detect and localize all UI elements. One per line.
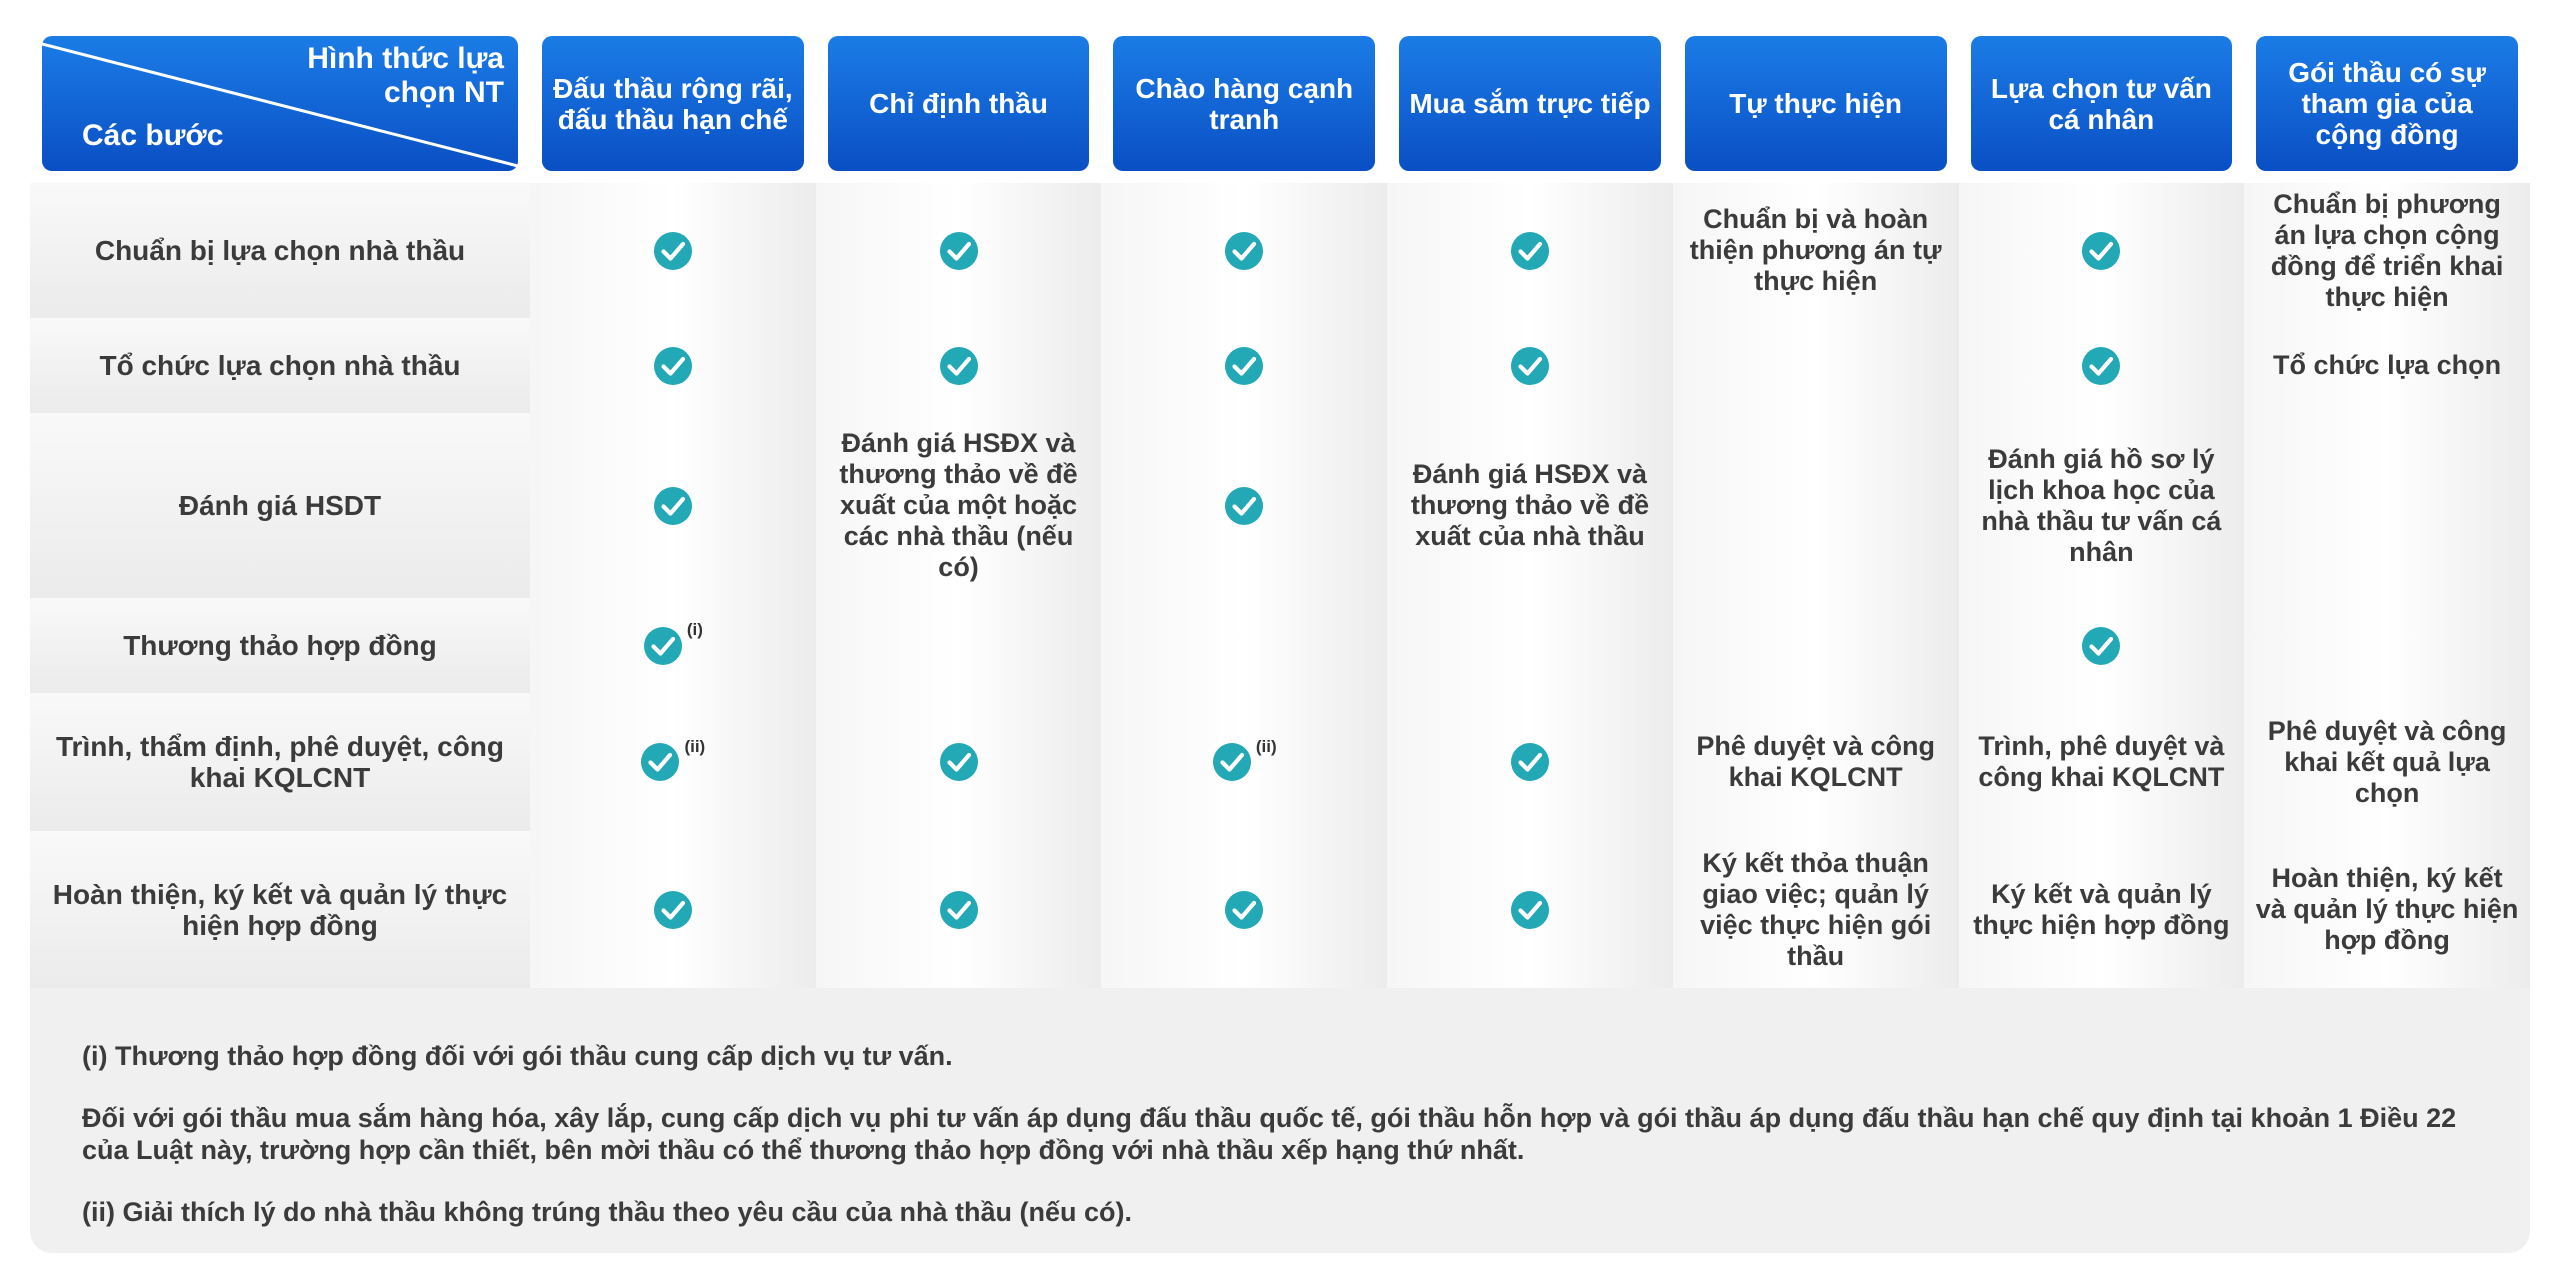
cell-text: Hoàn thiện, ký kết và quản lý thực hiện hợp đồng — [2255, 863, 2519, 955]
check-circle-icon — [1224, 231, 1264, 271]
check-circle-icon — [1510, 231, 1550, 271]
step-label: Đánh giá HSDT — [30, 413, 530, 598]
header-column — [530, 28, 816, 183]
comparison-table — [30, 28, 2530, 1013]
check-circle-icon — [653, 346, 693, 386]
cell-text: Ký kết và quản lý thực hiện hợp đồng — [1973, 878, 2230, 940]
table-cell — [1387, 318, 1673, 413]
cell-text: Ký kết thỏa thuận giao việc; quản lý việc thực hiện gói thầu — [1700, 847, 1932, 971]
header-column-label: Đấu thầu rộng rãi, đấu thầu hạn chế — [542, 36, 804, 171]
cell-text: Chuẩn bị và hoàn thiện phương án tự thực hiện — [1689, 204, 1942, 296]
check-circle-icon — [939, 742, 979, 782]
comparison-panel — [30, 28, 2530, 1253]
header-column-label: Chỉ định thầu — [828, 36, 1090, 171]
corner-methods-label: Hình thức lựa chọn NT — [307, 42, 504, 109]
header-corner — [30, 28, 530, 183]
check-circle-icon — [939, 346, 979, 386]
step-label: Thương thảo hợp đồng — [30, 598, 530, 693]
table-cell — [1959, 413, 2245, 598]
cell-text: Phê duyệt và công khai kết quả lựa chọn — [2267, 715, 2507, 808]
check-circle-icon — [643, 626, 683, 666]
header-column-label: Mua sắm trực tiếp — [1399, 36, 1661, 171]
table-cell — [2244, 183, 2530, 318]
table-cell — [2244, 413, 2530, 598]
table-cell — [530, 693, 816, 831]
check-circle-icon — [1510, 742, 1550, 782]
check-circle-icon — [939, 231, 979, 271]
check-circle-icon — [1224, 346, 1264, 386]
table-cell — [2244, 831, 2530, 988]
table-cell — [2244, 318, 2530, 413]
table-cell — [816, 598, 1102, 693]
check-circle-icon — [1224, 890, 1264, 930]
cell-text: Đánh giá HSĐX và thương thảo về đề xuất của nhà thầu — [1410, 459, 1650, 551]
table-cell — [816, 183, 1102, 318]
cell-text: Chuẩn bị phương án lựa chọn cộng đồng để triển khai thực hiện — [2270, 188, 2504, 312]
table-cell — [1101, 831, 1387, 988]
check-circle-icon — [2081, 346, 2121, 386]
footnote-text: (ii) Giải thích lý do nhà thầu không trúng thầu theo yêu cầu của nhà thầu (nếu có). — [82, 1197, 1133, 1227]
table-cell — [1673, 693, 1959, 831]
table-cell — [1387, 413, 1673, 598]
header-column — [2244, 28, 2530, 183]
table-cell — [1101, 693, 1387, 831]
table-cell — [530, 183, 816, 318]
check-circle-icon — [939, 890, 979, 930]
footnotes — [82, 1040, 2502, 1253]
footnote-marker: (ii) — [1255, 736, 1277, 756]
cell-text: Đánh giá HSĐX và thương thảo về đề xuất của một hoặc các nhà thầu (nếu có) — [839, 428, 1078, 582]
table-cell — [1673, 598, 1959, 693]
table-cell — [1959, 598, 2245, 693]
table-cell — [1673, 831, 1959, 988]
table-cell — [816, 831, 1102, 988]
header-column-label: Gói thầu có sự tham gia của cộng đồng — [2256, 36, 2518, 171]
check-circle-icon — [653, 890, 693, 930]
header-column — [1959, 28, 2245, 183]
header-column — [816, 28, 1102, 183]
step-label: Tổ chức lựa chọn nhà thầu — [30, 318, 530, 413]
table-cell — [816, 318, 1102, 413]
header-corner-box — [42, 36, 518, 171]
table-cell — [1959, 831, 2245, 988]
table-cell — [530, 413, 816, 598]
footnote-text: Đối với gói thầu mua sắm hàng hóa, xây lắp, cung cấp dịch vụ phi tư vấn áp dụng đấu thầu quốc tế, gói thầu hỗn hợp và gói thầu áp dụng đấu thầu hạn chế quy định tại khoản 1 Điều 22 của Luật này, trường hợp cần thiết, bên mời thầu có thể thương thảo hợp đồng với nhà thầu xếp hạng thứ nhất. — [82, 1103, 2457, 1165]
table-cell — [816, 413, 1102, 598]
footnote-marker: (ii) — [684, 736, 706, 756]
table-cell — [1673, 318, 1959, 413]
cell-text: Đánh giá hồ sơ lý lịch khoa học của nhà thầu tư vấn cá nhân — [1981, 443, 2222, 567]
table-cell — [2244, 598, 2530, 693]
check-circle-icon — [653, 486, 693, 526]
step-label: Hoàn thiện, ký kết và quản lý thực hiện hợp đồng — [30, 831, 530, 988]
check-circle-icon — [640, 742, 680, 782]
table-cell — [1959, 318, 2245, 413]
header-column — [1673, 28, 1959, 183]
check-circle-icon — [1212, 742, 1252, 782]
check-circle-icon — [1510, 346, 1550, 386]
cell-text: Tổ chức lựa chọn — [2273, 350, 2502, 380]
step-label: Trình, thẩm định, phê duyệt, công khai KQLCNT — [30, 693, 530, 831]
table-cell — [530, 598, 816, 693]
table-cell — [1101, 413, 1387, 598]
header-column-label: Tự thực hiện — [1685, 36, 1947, 171]
check-circle-icon — [653, 231, 693, 271]
check-circle-icon — [1224, 486, 1264, 526]
table-cell — [2244, 693, 2530, 831]
table-cell — [1673, 413, 1959, 598]
table-cell — [1387, 183, 1673, 318]
table-cell — [530, 831, 816, 988]
table-cell — [530, 318, 816, 413]
cell-text: Phê duyệt và công khai KQLCNT — [1696, 731, 1935, 792]
table-cell — [1673, 183, 1959, 318]
table-cell — [1387, 598, 1673, 693]
check-circle-icon — [2081, 231, 2121, 271]
header-column-label: Chào hàng cạnh tranh — [1113, 36, 1375, 171]
header-column — [1101, 28, 1387, 183]
corner-steps-label: Các bước — [82, 119, 224, 152]
step-label: Chuẩn bị lựa chọn nhà thầu — [30, 183, 530, 318]
table-cell — [1387, 831, 1673, 988]
check-circle-icon — [1510, 890, 1550, 930]
footnote-text: (i) Thương thảo hợp đồng đối với gói thầu cung cấp dịch vụ tư vấn. — [82, 1041, 953, 1071]
table-cell — [1101, 183, 1387, 318]
header-column-label: Lựa chọn tư vấn cá nhân — [1971, 36, 2233, 171]
check-circle-icon — [2081, 626, 2121, 666]
table-cell — [1101, 318, 1387, 413]
table-cell — [1101, 598, 1387, 693]
table-cell — [1387, 693, 1673, 831]
table-cell — [1959, 183, 2245, 318]
header-column — [1387, 28, 1673, 183]
table-cell — [816, 693, 1102, 831]
footnote-marker: (i) — [686, 620, 703, 639]
table-cell — [1959, 693, 2245, 831]
cell-text: Trình, phê duyệt và công khai KQLCNT — [1978, 731, 2225, 792]
